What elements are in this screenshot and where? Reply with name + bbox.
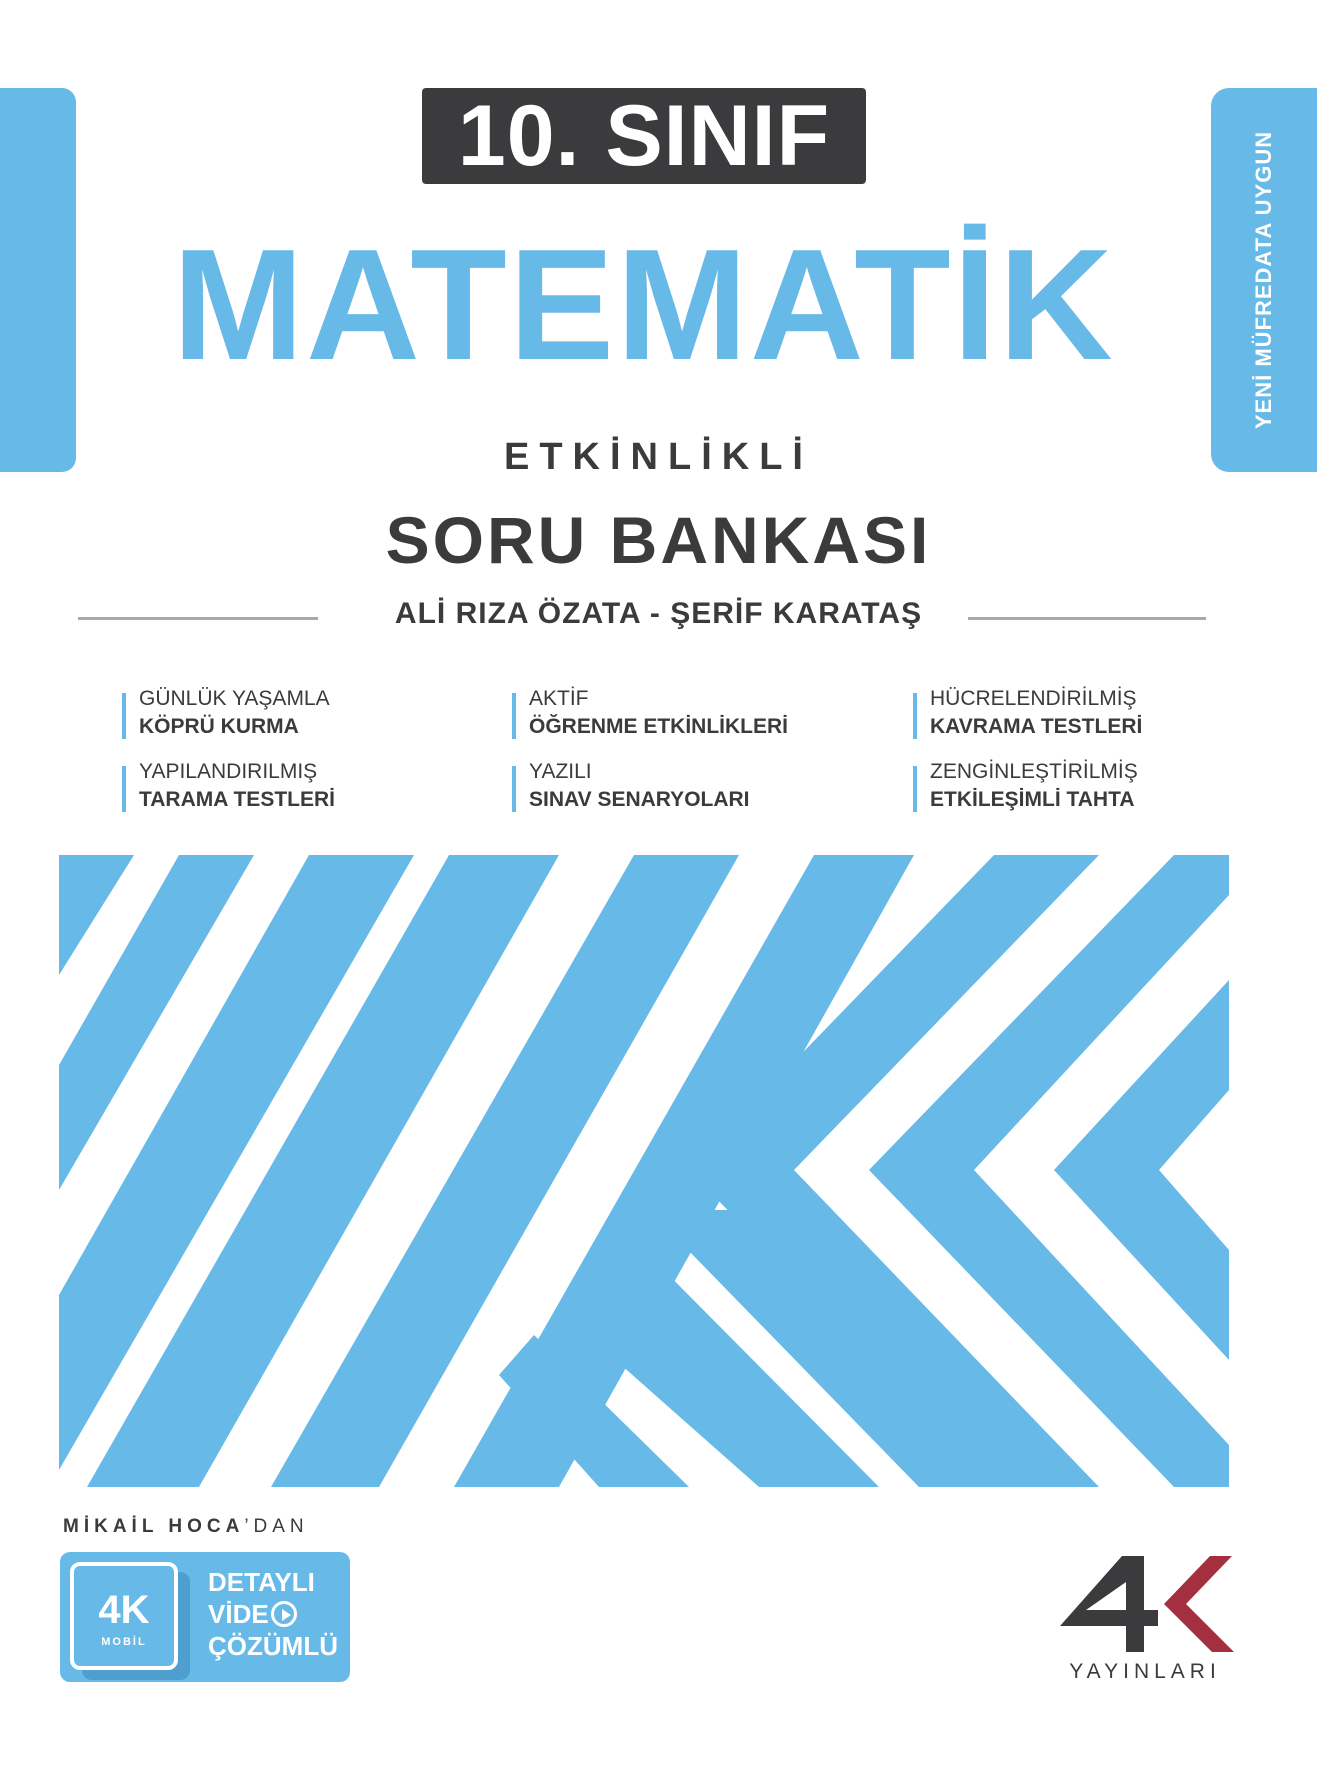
curriculum-side-tab: [1211, 88, 1317, 472]
curriculum-label: YENİ MÜFREDATA UYGUN: [1251, 130, 1276, 430]
feature-item: [512, 760, 872, 812]
badge-line2-wrap: [208, 1598, 338, 1630]
badge-text: [208, 1566, 338, 1662]
kicker-text: ETKİNLİKLİ: [504, 436, 813, 478]
feature-item: [122, 760, 482, 812]
feature-line1: YAPILANDIRILMIŞ: [139, 760, 318, 783]
badge-line1: DETAYLI: [208, 1567, 315, 1597]
feature-item: [913, 687, 1273, 739]
feature-line1: GÜNLÜK YAŞAMLA: [139, 687, 330, 710]
feature-line1: AKTİF: [529, 687, 589, 710]
book-title: SORU BANKASI: [385, 503, 932, 577]
feature-line2: ETKİLEŞİMLİ TAHTA: [930, 788, 1135, 811]
feature-item: [913, 760, 1273, 812]
feature-bar: [913, 766, 917, 812]
play-circle-icon: [271, 1601, 297, 1627]
subject-title: MATEMATİK: [172, 217, 1115, 393]
video-solution-badge: [60, 1552, 350, 1682]
video-author-name: MİKAİL HOCA: [63, 1516, 245, 1537]
feature-bar: [122, 766, 126, 812]
feature-line1: HÜCRELENDİRİLMİŞ: [930, 687, 1137, 710]
video-author-suffix: ’DAN: [244, 1516, 309, 1537]
badge-line3: ÇÖZÜMLÜ: [208, 1631, 338, 1661]
feature-bar: [122, 693, 126, 739]
feature-line1: YAZILI: [529, 760, 592, 783]
video-author-tag: [63, 1516, 309, 1538]
feature-bar: [913, 693, 917, 739]
left-accent-tab: [0, 88, 76, 472]
feature-line2: TARAMA TESTLERİ: [139, 788, 335, 811]
feature-line1: ZENGİNLEŞTİRİLMİŞ: [930, 760, 1138, 783]
feature-item: [122, 687, 482, 739]
badge-logo-sub: MOBİL: [101, 1636, 147, 1648]
diagonal-stripe-pattern: [59, 855, 1229, 1487]
feature-line2: ÖĞRENME ETKİNLİKLERİ: [529, 715, 789, 738]
feature-line2: SINAV SENARYOLARI: [529, 788, 750, 811]
grade-label: 10. SINIF: [422, 88, 866, 184]
feature-bar: [512, 766, 516, 812]
publisher-logo-letter: [1164, 1556, 1234, 1652]
feature-bar: [512, 693, 516, 739]
feature-line2: KAVRAMA TESTLERİ: [930, 715, 1143, 738]
authors: ALİ RIZA ÖZATA - ŞERİF KARATAŞ: [394, 597, 923, 630]
badge-line2: VİDE: [208, 1599, 269, 1629]
publisher-name: YAYINLARI: [1069, 1660, 1221, 1683]
feature-line2: KÖPRÜ KURMA: [139, 715, 299, 738]
feature-item: [512, 687, 872, 739]
badge-logo: 4K: [98, 1588, 150, 1632]
publisher-logo: [1060, 1554, 1235, 1654]
badge-logo-frame: [70, 1562, 178, 1670]
